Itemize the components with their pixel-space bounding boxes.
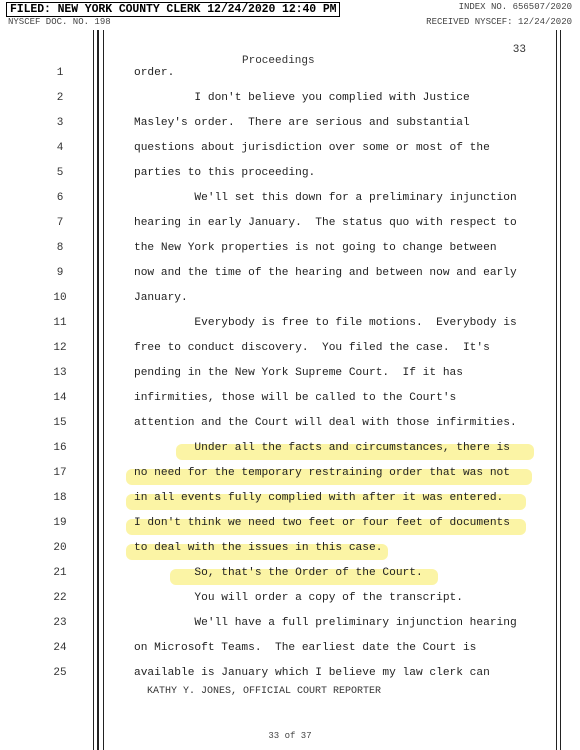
- line-text: attention and the Court will deal with those infirmities.: [134, 417, 517, 429]
- line-text: hearing in early January. The status quo with respect to: [134, 217, 517, 229]
- transcript-line: [0, 491, 580, 516]
- line-text: Masley's order. There are serious and substantial: [134, 117, 470, 129]
- transcript-line: [0, 516, 580, 541]
- line-number: 2: [56, 92, 64, 104]
- index-number: INDEX NO. 656507/2020: [458, 2, 572, 12]
- line-number: 9: [56, 267, 64, 279]
- transcript-line: [0, 66, 580, 91]
- filed-stamp: FILED: NEW YORK COUNTY CLERK 12/24/2020 12:40 PM: [6, 2, 340, 17]
- line-number: 7: [56, 217, 64, 229]
- line-text: questions about jurisdiction over some or most of the: [134, 142, 490, 154]
- line-number: 8: [56, 242, 64, 254]
- transcript-line: [0, 466, 580, 491]
- line-number: 20: [53, 542, 67, 554]
- line-number: 18: [53, 492, 67, 504]
- line-text: I don't think we need two feet or four feet of documents: [134, 517, 510, 529]
- transcript-line: [0, 116, 580, 141]
- transcript-line: [0, 316, 580, 341]
- line-number: 13: [53, 367, 67, 379]
- transcript-line: [0, 141, 580, 166]
- transcript-line: [0, 91, 580, 116]
- line-number: 15: [53, 417, 67, 429]
- transcript-line: [0, 341, 580, 366]
- line-number: 3: [56, 117, 64, 129]
- line-text: Under all the facts and circumstances, there is: [134, 442, 510, 454]
- line-number: 19: [53, 517, 67, 529]
- line-number: 17: [53, 467, 67, 479]
- line-text: in all events fully complied with after it was entered.: [134, 492, 504, 504]
- section-title: Proceedings: [242, 55, 315, 67]
- page-footer: 33 of 37: [268, 731, 312, 741]
- line-text: We'll set this down for a preliminary injunction: [134, 192, 517, 204]
- line-number: 6: [56, 192, 64, 204]
- line-number: 1: [56, 67, 64, 79]
- line-number: 14: [53, 392, 67, 404]
- line-number: 24: [53, 642, 67, 654]
- line-text: to deal with the issues in this case.: [134, 542, 383, 554]
- line-text: free to conduct discovery. You filed the case. It's: [134, 342, 490, 354]
- transcript-line: [0, 241, 580, 266]
- line-text: no need for the temporary restraining order that was not: [134, 467, 510, 479]
- transcript-line: [0, 591, 580, 616]
- line-text: infirmities, those will be called to the Court's: [134, 392, 457, 404]
- line-text: the New York properties is not going to change between: [134, 242, 497, 254]
- line-text: available is January which I believe my law clerk can: [134, 667, 490, 679]
- line-text: Everybody is free to file motions. Everybody is: [134, 317, 517, 329]
- transcript-line: [0, 391, 580, 416]
- line-number: 4: [56, 142, 64, 154]
- document-number: NYSCEF DOC. NO. 198: [8, 17, 111, 27]
- transcript-line: [0, 216, 580, 241]
- line-number: 5: [56, 167, 64, 179]
- transcript-line: [0, 541, 580, 566]
- line-number: 10: [53, 292, 67, 304]
- line-number: 22: [53, 592, 67, 604]
- line-text: So, that's the Order of the Court.: [134, 567, 423, 579]
- line-number: 11: [53, 317, 67, 329]
- line-number: 23: [53, 617, 67, 629]
- transcript-line: [0, 291, 580, 316]
- line-number: 25: [53, 667, 67, 679]
- transcript-line: [0, 366, 580, 391]
- line-number: 12: [53, 342, 67, 354]
- transcript-line: [0, 616, 580, 641]
- line-number: 16: [53, 442, 67, 454]
- line-text: We'll have a full preliminary injunction hearing: [134, 617, 517, 629]
- transcript-line: [0, 441, 580, 466]
- line-text: January.: [134, 292, 188, 304]
- received-date: RECEIVED NYSCEF: 12/24/2020: [426, 17, 572, 27]
- line-text: You will order a copy of the transcript.: [134, 592, 463, 604]
- transcript-line: [0, 266, 580, 291]
- court-reporter: KATHY Y. JONES, OFFICIAL COURT REPORTER: [147, 686, 382, 697]
- transcript-line: [0, 191, 580, 216]
- line-text: on Microsoft Teams. The earliest date the Court is: [134, 642, 477, 654]
- transcript-line: [0, 566, 580, 591]
- line-number: 21: [53, 567, 67, 579]
- line-text: now and the time of the hearing and between now and early: [134, 267, 517, 279]
- transcript-page-number: 33: [512, 44, 526, 56]
- transcript-line: [0, 416, 580, 441]
- line-text: parties to this proceeding.: [134, 167, 316, 179]
- line-text: pending in the New York Supreme Court. If it has: [134, 367, 463, 379]
- line-text: I don't believe you complied with Justice: [134, 92, 470, 104]
- transcript-line: [0, 641, 580, 666]
- line-text: order.: [134, 67, 175, 79]
- transcript-line: [0, 166, 580, 191]
